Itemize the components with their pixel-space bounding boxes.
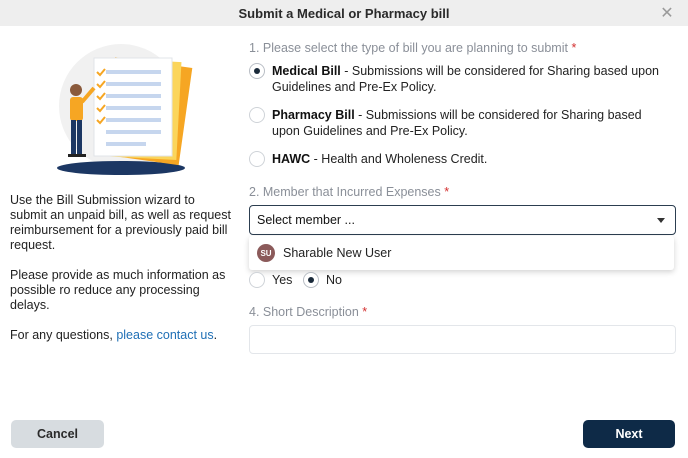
option-text <box>272 151 487 167</box>
member-option-name: Sharable New User <box>283 246 392 260</box>
option-title: Medical Bill <box>272 64 341 78</box>
question1-label <box>249 41 576 55</box>
member-option[interactable] <box>249 236 674 270</box>
option-desc: - Health and Wholeness Credit. <box>310 152 488 166</box>
bill-type-pharmacy[interactable] <box>249 107 669 139</box>
option-desc: - Submissions will be considered for Sharing based upon Guidelines and Pre-Ex Policy. <box>272 108 642 138</box>
intro-paragraph: Please provide as much information as possible ro reduce any processing delays. <box>10 268 226 312</box>
option-text <box>272 63 669 95</box>
dialog-title: Submit a Medical or Pharmacy bill <box>238 5 450 21</box>
intro-paragraph <box>10 328 232 343</box>
required-mark: * <box>444 185 450 199</box>
contact-prefix: For any questions, <box>10 328 117 342</box>
option-title: Pharmacy Bill <box>272 108 355 122</box>
option-yes-label: Yes <box>272 273 293 287</box>
option-desc: - Submissions will be considered for Sharing based upon Guidelines and Pre-Ex Policy. <box>272 64 660 94</box>
bill-type-medical[interactable] <box>249 63 669 95</box>
chevron-down-icon[interactable] <box>657 218 665 223</box>
contact-us-link[interactable]: please contact us <box>116 328 214 342</box>
radio-dot <box>254 68 260 74</box>
question2-text: 2. Member that Incurred Expenses <box>249 185 441 199</box>
option-yes[interactable] <box>249 272 292 288</box>
dialog-header <box>0 0 688 26</box>
radio-button[interactable] <box>249 63 265 79</box>
question4-label <box>249 305 367 319</box>
question4-text: 4. Short Description <box>249 305 359 319</box>
cancel-button[interactable]: Cancel <box>11 420 104 448</box>
checklist-illustration <box>46 44 196 184</box>
option-no-label: No <box>326 273 342 287</box>
required-mark: * <box>362 305 368 319</box>
question2-label <box>249 185 449 199</box>
member-select-value: Select member ... <box>257 213 355 227</box>
contact-suffix: . <box>213 328 218 342</box>
intro-text <box>10 193 232 358</box>
avatar: SU <box>257 244 275 262</box>
radio-button[interactable] <box>249 272 265 288</box>
radio-button[interactable] <box>249 151 265 167</box>
short-description-input[interactable] <box>249 325 676 354</box>
option-no[interactable] <box>303 272 342 288</box>
radio-button[interactable] <box>303 272 319 288</box>
option-text <box>272 107 669 139</box>
required-mark: * <box>571 41 577 55</box>
member-select[interactable] <box>249 205 676 235</box>
intro-paragraph: Use the Bill Submission wizard to submit an unpaid bill, as well as request reimbursement for a previously paid bill request. <box>10 193 231 252</box>
option-title: HAWC <box>272 152 311 166</box>
next-button[interactable]: Next <box>583 420 675 448</box>
radio-dot <box>308 277 314 283</box>
close-icon[interactable]: ✕ <box>660 5 674 22</box>
radio-button[interactable] <box>249 107 265 123</box>
bill-type-hawc[interactable] <box>249 151 669 167</box>
question1-text: 1. Please select the type of bill you are planning to submit <box>249 41 568 55</box>
